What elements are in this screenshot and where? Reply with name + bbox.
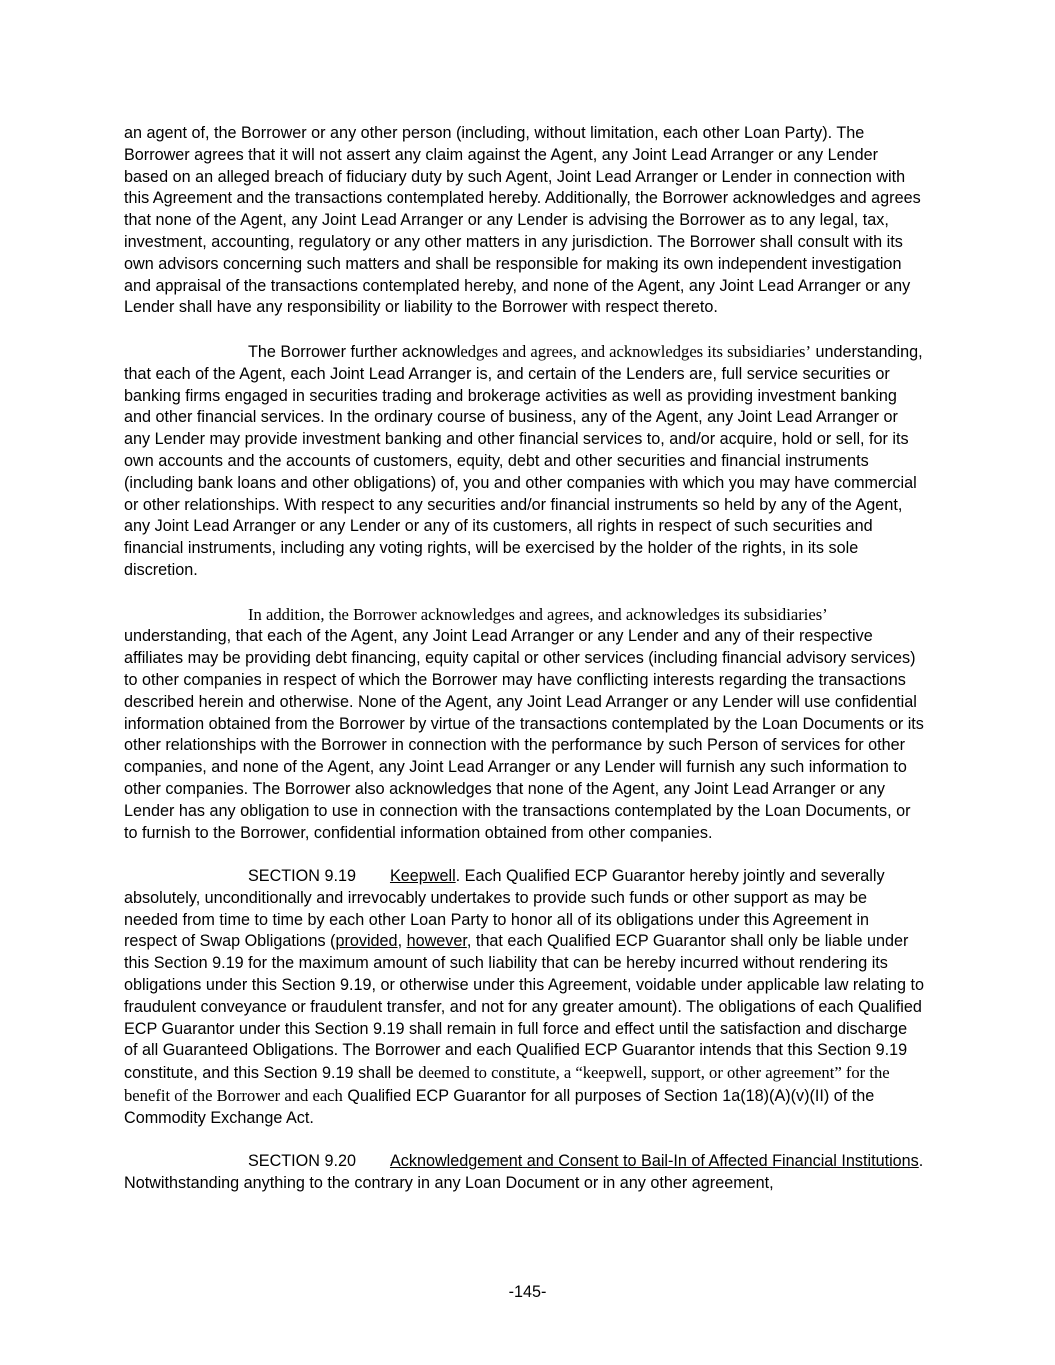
paragraph-further-acknowledges	[124, 341, 924, 582]
paragraph-agent-disclaimer	[124, 123, 924, 319]
paragraph-text: an agent of, the Borrower or any other person (including, without limitation, each other Loan Party). The Borrower agrees that it will not assert any claim against the Agent, any Joint Lead Arranger or any Lender based on an alleged breach of fiduciary duty by such Agent, Joint Lead Arranger or Lender in connection with this Agreement and the transactions contemplated hereby. Additionally, the Borrower acknowledges and agrees that none of the Agent, any Joint Lead Arranger or any Lender is advising the Borrower as to any legal, tax, investment, accounting, regulatory or any other matters in any jurisdiction. The Borrower shall consult with its own advisors concerning such matters and shall be responsible for making its own independent investigation and appraisal of the transactions contemplated hereby, and none of the Agent, any Joint Lead Arranger or any Lender shall have any responsibility or liability to the Borrower with respect thereto.	[124, 124, 921, 317]
however-term: however	[406, 932, 467, 951]
paragraph-lead: The Borrower further acknowl	[248, 342, 461, 361]
paragraph-text: understanding, that each of the Agent, any Joint Lead Arranger or any Lender and any of their respective affiliates may be providing debt financing, equity capital or other services (including financial advisory services) to other companies in respect of which the Borrower may have conflicting interests regarding the transactions described herein and otherwise. None of the Agent, any Joint Lead Arranger or any Lender will use confidential information obtained from the Borrower by virtue of the transactions contemplated by the Loan Documents or its other relationships with the Borrower in connection with the performance by such Person of services for other companies, and none of the Agent, any Joint Lead Arranger or any Lender will furnish any such information to other companies. The Borrower also acknowledges that none of the Agent, any Joint Lead Arranger or any Lender has any obligation to use in connection with the transactions contemplated by the Loan Documents, or to furnish to the Borrower, confidential information obtained from other companies.	[124, 627, 924, 842]
section-9-19: SECTION 9.19 Keepwell. Each Qualified ECP Guarantor hereby jointly and severally absolutely, unconditionally and irrevocably undertakes to provide such funds or other support as may be needed from time to time by each other Loan Party to honor all of its obligations under this Agreement in respect of Swap Obligations (provided, however, that each Qualified ECP Guarantor shall only be liable under this Section 9.19 for the maximum amount of such liability that can be hereby incurred without rendering its obligations under this Section 9.19, or otherwise under this Agreement, voidable under applicable law relating to fraudulent conveyance or fraudulent transfer, and not for any greater amount). The obligations of each Qualified ECP Guarantor under this Section 9.19 shall remain in full force and effect until the satisfaction and discharge of all Guaranteed Obligations. The Borrower and each Qualified ECP Guarantor intends that this Section 9.19 constitute, and this Section 9.19 shall be deemed to constitute, a “keepwell, support, or other agreement” for the benefit of the Borrower and each Qualified ECP Guarantor for all purposes of Section 1a(18)(A)(v)(II) of the Commodity Exchange Act.	[124, 867, 924, 1127]
paragraph-in-addition	[124, 604, 924, 845]
section-serif-segment: deemed to constitute, a “keepwell, support, or other agreement” for the benefit of the Borrower and each	[124, 1063, 890, 1106]
provided-term: provided	[335, 932, 398, 951]
page-number: -145-	[508, 1283, 547, 1301]
section-title: Keepwell	[389, 867, 456, 886]
section-9-20	[124, 1151, 924, 1195]
section-text: Qualified ECP Guarantor for all purposes of Section 1a(18)(A)(v)(II) of the Commodity Exchange Act.	[124, 1087, 875, 1127]
paragraph-serif-segment: edges and agrees, and acknowledges its subsidiaries’	[460, 341, 811, 361]
section-title: Acknowledgement and Consent to Bail-In of Affected Financial Institutions	[389, 1152, 919, 1171]
body-text	[124, 123, 924, 1217]
section-number: SECTION 9.19	[248, 867, 356, 886]
section-text: . Each Qualified ECP Guarantor hereby jointly and severally absolutely, unconditionally and irrevocably undertakes to provide such funds or other support as may be needed from time to time by each other Loan Party to honor all of its obligations under this Agreement in respect of Swap Obligations (	[124, 867, 885, 951]
section-text: , that each Qualified ECP Guarantor shall only be liable under this Section 9.19 for the maximum amount of such liability that can be hereby incurred without rendering its obligations under this Section 9.19, or otherwise under this Agreement, voidable under applicable law relating to fraudulent conveyance or fraudulent transfer, and not for any greater amount). The obligations of each Qualified ECP Guarantor under this Section 9.19 shall remain in full force and effect until the satisfaction and discharge of all Guaranteed Obligations. The Borrower and each Qualified ECP Guarantor intends that this Section 9.19 constitute, and this Section 9.19 shall be	[124, 932, 924, 1083]
section-text: . Notwithstanding anything to the contrary in any Loan Document or in any other agreement,	[124, 1152, 924, 1193]
paragraph-text: understanding, that each of the Agent, each Joint Lead Arranger is, and certain of the Lenders are, full service securities or banking firms engaged in securities trading and brokerage activities as well as providing investment banking and other financial services. In the ordinary course of business, any of the Agent, any Joint Lead Arranger or any Lender may provide investment banking and other financial services to, and/or acquire, hold or sell, for its own accounts and the accounts of customers, equity, debt and other securities and financial instruments (including bank loans and other obligations) of, you and other companies with which you may have commercial or other relationships. With respect to any securities and/or financial instruments so held by any of the Agent, any Joint Lead Arranger or any Lender or any of its customers, all rights in respect of such securities and financial instruments, including any voting rights, will be exercised by the holder of the rights, in its sole discretion.	[124, 342, 923, 579]
section-number: SECTION 9.20	[248, 1152, 356, 1171]
paragraph-serif-segment: In addition, the Borrower acknowledges and agrees, and acknowledges its subsidiaries’	[248, 604, 828, 624]
